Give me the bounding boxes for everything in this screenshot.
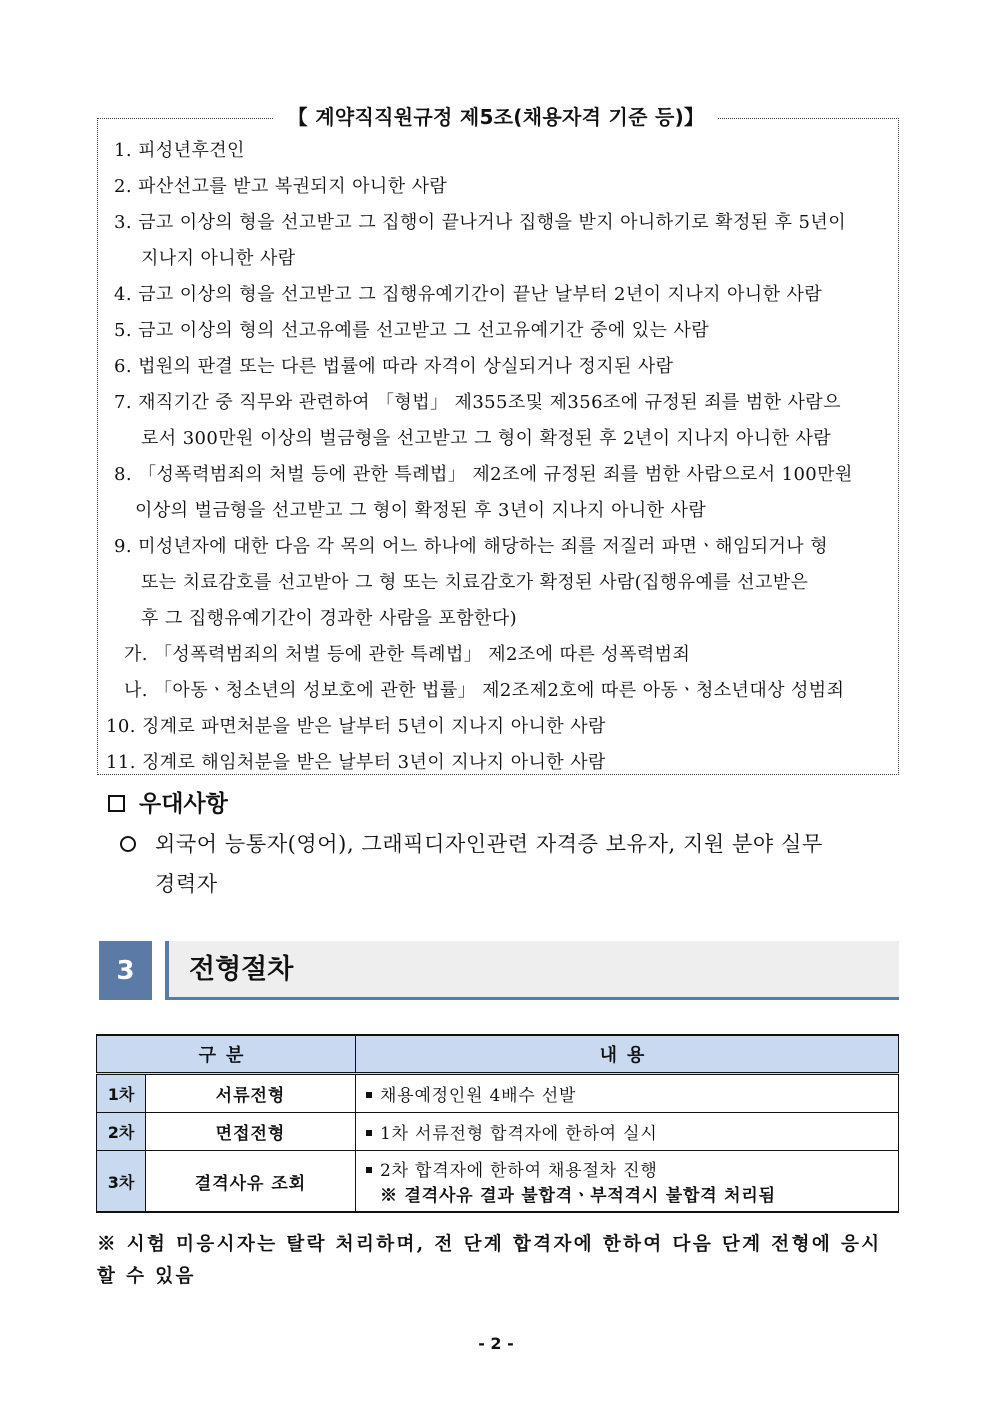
step-cell: 1차 <box>97 1074 146 1113</box>
preference-line-1: 외국어 능통자(영어), 그래픽디자인관련 자격증 보유자, 지원 분야 실무 <box>155 832 823 856</box>
regulation-item-9-cont-2: 후 그 집행유예기간이 경과한 사람을 포함한다) <box>141 608 518 629</box>
regulation-item-9-na: 나. 「아동ㆍ청소년의 성보호에 관한 법률」 제2조제2호에 따른 아동ㆍ청소년대상 성범죄 <box>124 680 845 701</box>
content-cell: 1차 서류전형 합격자에 한하여 실시 <box>356 1113 899 1151</box>
table-row <box>97 1113 899 1151</box>
regulation-item-9-cont-1: 또는 치료감호를 선고받아 그 형 또는 치료감호가 확정된 사람(집행유예를 선고받은 <box>141 572 809 593</box>
regulation-item-3-cont: 지나지 아니한 사람 <box>141 248 296 269</box>
preference-line-2: 경력자 <box>155 872 218 896</box>
table-header-row <box>97 1035 899 1074</box>
regulation-item-2: 2. 파산선고를 받고 복권되지 아니한 사람 <box>114 176 448 197</box>
regulation-item-9: 9. 미성년자에 대한 다음 각 목의 어느 하나에 해당하는 죄를 저질러 파면ㆍ해임되거나 형 <box>114 536 829 557</box>
regulation-item-8: 8. 「성폭력범죄의 처벌 등에 관한 특례법」 제2조에 규정된 죄를 범한 사람으로서 100만원 <box>114 464 853 485</box>
regulation-item-4: 4. 금고 이상의 형을 선고받고 그 집행유예기간이 끝난 날부터 2년이 지나지 아니한 사람 <box>114 284 823 305</box>
regulation-item-1: 1. 피성년후견인 <box>114 140 245 161</box>
page-number: - 2 - <box>478 1334 514 1353</box>
regulation-item-7: 7. 재직기간 중 직무와 관련하여 「형법」 제355조및 제356조에 규정된 죄를 범한 사람으 <box>114 392 841 413</box>
regulation-item-8-cont: 이상의 벌금형을 선고받고 그 형이 확정된 후 3년이 지나지 아니한 사람 <box>135 500 707 521</box>
exam-absence-note: ※ 시험 미응시자는 탈락 처리하며, 전 단계 합격자에 한하여 다음 단계 전형에 응시 할 수 있음 <box>97 1234 882 1287</box>
preference-heading: 우대사항 <box>108 786 228 822</box>
regulation-item-10: 10. 징계로 파면처분을 받은 날부터 5년이 지나지 아니한 사람 <box>106 716 606 737</box>
type-cell: 결격사유 조회 <box>146 1151 356 1213</box>
header-category: 구분 <box>97 1035 356 1074</box>
regulation-title: 【 계약직직원규정 제5조(채용자격 기준 등)】 <box>0 101 992 133</box>
circle-bullet-icon <box>120 836 136 852</box>
step-cell: 2차 <box>97 1113 146 1151</box>
disqualification-note: ※ 결격사유 결과 불합격ㆍ부적격시 불합격 처리됨 <box>380 1186 776 1206</box>
step-cell: 3차 <box>97 1151 146 1213</box>
table-row <box>97 1151 899 1213</box>
type-cell: 면접전형 <box>146 1113 356 1151</box>
table-row <box>97 1074 899 1113</box>
checkbox-square-icon <box>108 795 125 812</box>
content-cell <box>356 1151 899 1213</box>
square-bullet-icon <box>366 1092 372 1098</box>
type-cell: 서류전형 <box>146 1074 356 1113</box>
header-content: 내용 <box>356 1035 899 1074</box>
content-cell: 채용예정인원 4배수 선발 <box>356 1074 899 1113</box>
content-line: 2차 합격자에 한하여 채용절차 진행 <box>366 1156 898 1181</box>
regulation-item-7-cont: 로서 300만원 이상의 벌금형을 선고받고 그 형이 확정된 후 2년이 지나지 아니한 사람 <box>141 428 832 449</box>
regulation-item-9-ga: 가. 「성폭력범죄의 처벌 등에 관한 특례법」 제2조에 따른 성폭력범죄 <box>124 644 691 665</box>
square-bullet-icon <box>366 1167 372 1173</box>
square-bullet-icon <box>366 1130 372 1136</box>
section-number-badge: 3 <box>99 941 152 1000</box>
regulation-item-11: 11. 징계로 해임처분을 받은 날부터 3년이 지나지 아니한 사람 <box>106 752 606 773</box>
regulation-item-5: 5. 금고 이상의 형의 선고유예를 선고받고 그 선고유예기간 중에 있는 사람 <box>114 320 710 341</box>
section-title: 전형절차 <box>189 954 294 985</box>
regulation-item-3: 3. 금고 이상의 형을 선고받고 그 집행이 끝나거나 집행을 받지 아니하기로 확정된 후 5년이 <box>114 212 846 233</box>
regulation-item-6: 6. 법원의 판결 또는 다른 법률에 따라 자격이 상실되거나 정지된 사람 <box>114 356 674 377</box>
selection-procedure-table <box>96 1034 899 1213</box>
